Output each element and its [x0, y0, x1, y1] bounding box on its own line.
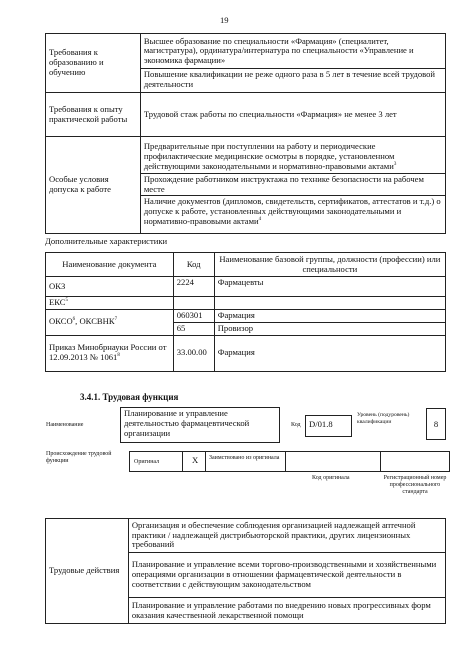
qualification-level: 8: [426, 408, 446, 440]
header-code: Код: [173, 253, 214, 277]
education-line: Повышение квалификации не реже одного раза в 5 лет в течение всей трудовой деятельности: [143, 68, 436, 89]
original-mark: X: [192, 455, 199, 465]
action-item: Планирование и управление всеми торгово-производственными и хозяйственными операциями организации в отношении фармацевтической деятельности в соответствии с действующим законодательством: [128, 553, 445, 598]
function-name: Планирование и управление деятельностью фармацевтической организации: [120, 407, 280, 443]
original-label: Оригинал: [134, 459, 160, 465]
action-item: Планирование и управление работами по внедрению новых прогрессивных форм оказания качественной лекарственной помощи: [128, 598, 445, 624]
table-row: [46, 93, 446, 137]
origin-label: Происхождение трудовой функции: [46, 451, 112, 464]
additional-table: [45, 252, 446, 372]
origin-box: [129, 451, 450, 472]
level-label: Уровень (подуровень) квалификации: [357, 412, 410, 425]
table-row: [46, 34, 446, 93]
table-row: [46, 310, 446, 323]
divider: [182, 452, 183, 471]
borrowed-label: Заимствовано из оригинала: [209, 455, 280, 461]
education-label: Требования к образованию и обучению: [46, 34, 141, 93]
order-name: Фармация: [214, 335, 445, 371]
reg-caption: Регистрационный номер профессионального стандарта: [383, 475, 447, 495]
okso-name: Провизор: [214, 322, 445, 335]
eks-doc: ЕКС$^5$: [46, 297, 174, 310]
action-item: Организация и обеспечение соблюдения организацией надлежащей аптечной практики / надлежащей дистрибьюторской практики, других лицензионных требований: [128, 519, 445, 553]
okso-code: 060301: [173, 310, 214, 323]
actions-label: Трудовые действия: [46, 519, 129, 624]
divider: [205, 452, 206, 471]
function-code: D/01.8: [305, 415, 352, 437]
additional-title: Дополнительные характеристики: [45, 236, 168, 246]
section-title: 3.4.1. Трудовая функция: [80, 392, 179, 402]
experience-label: Требования к опыту практической работы: [46, 93, 141, 137]
actions-table: [45, 518, 446, 624]
experience-value: Трудовой стаж работы по специальности «Фармация» не менее 3 лет: [140, 93, 445, 137]
page-number: 19: [220, 15, 229, 25]
admission-label: Особые условия допуска к работе: [46, 137, 141, 234]
okz-code: 2224: [173, 277, 214, 297]
name-label: Наименование: [46, 422, 84, 428]
admission-line: Предварительные при поступлении на работу и периодические профилактические медицинские осмотры в порядке, установленном действующими законодательными и нормативно-правовыми актами$^3$: [141, 141, 445, 173]
table-row: [46, 335, 446, 371]
divider: [285, 452, 286, 471]
okz-name: Фармацевты: [214, 277, 445, 297]
okso-doc: ОКСО$^6$, ОКСВНК$^7$: [46, 310, 174, 336]
code-label: Код: [291, 422, 301, 428]
divider: [380, 452, 381, 471]
table-row: [46, 277, 446, 297]
admission-line: Прохождение работником инструктажа по технике безопасности на рабочем месте: [141, 174, 445, 197]
header-doc: Наименование документа: [46, 253, 174, 277]
table-row: [46, 519, 446, 553]
admission-line: Наличие документов (дипломов, свидетельств, сертификатов, аттестатов и т.д.) о допуске к работе, установленных действующими законодательными и нормативно-правовыми актами$^4$: [143, 196, 441, 226]
table-row: [46, 297, 446, 310]
code-caption: Код оригинала: [312, 475, 350, 481]
okz-doc: ОКЗ: [46, 277, 174, 297]
order-doc: Приказ Минобрнауки России от 12.09.2013 № 1061$^8$: [46, 335, 174, 371]
okso-code: 65: [173, 322, 214, 335]
requirements-table: [45, 33, 446, 234]
header-name: Наименование базовой группы, должности (профессии) или специальности: [214, 253, 445, 277]
education-line: Высшее образование по специальности «Фармация» (специалитет, магистратура), ординатура/интернатура по специальности «Управление и экономика фармации»: [141, 35, 445, 69]
table-row: [46, 137, 446, 234]
table-row: [46, 253, 446, 277]
order-code: 33.00.00: [173, 335, 214, 371]
okso-name: Фармация: [214, 310, 445, 323]
